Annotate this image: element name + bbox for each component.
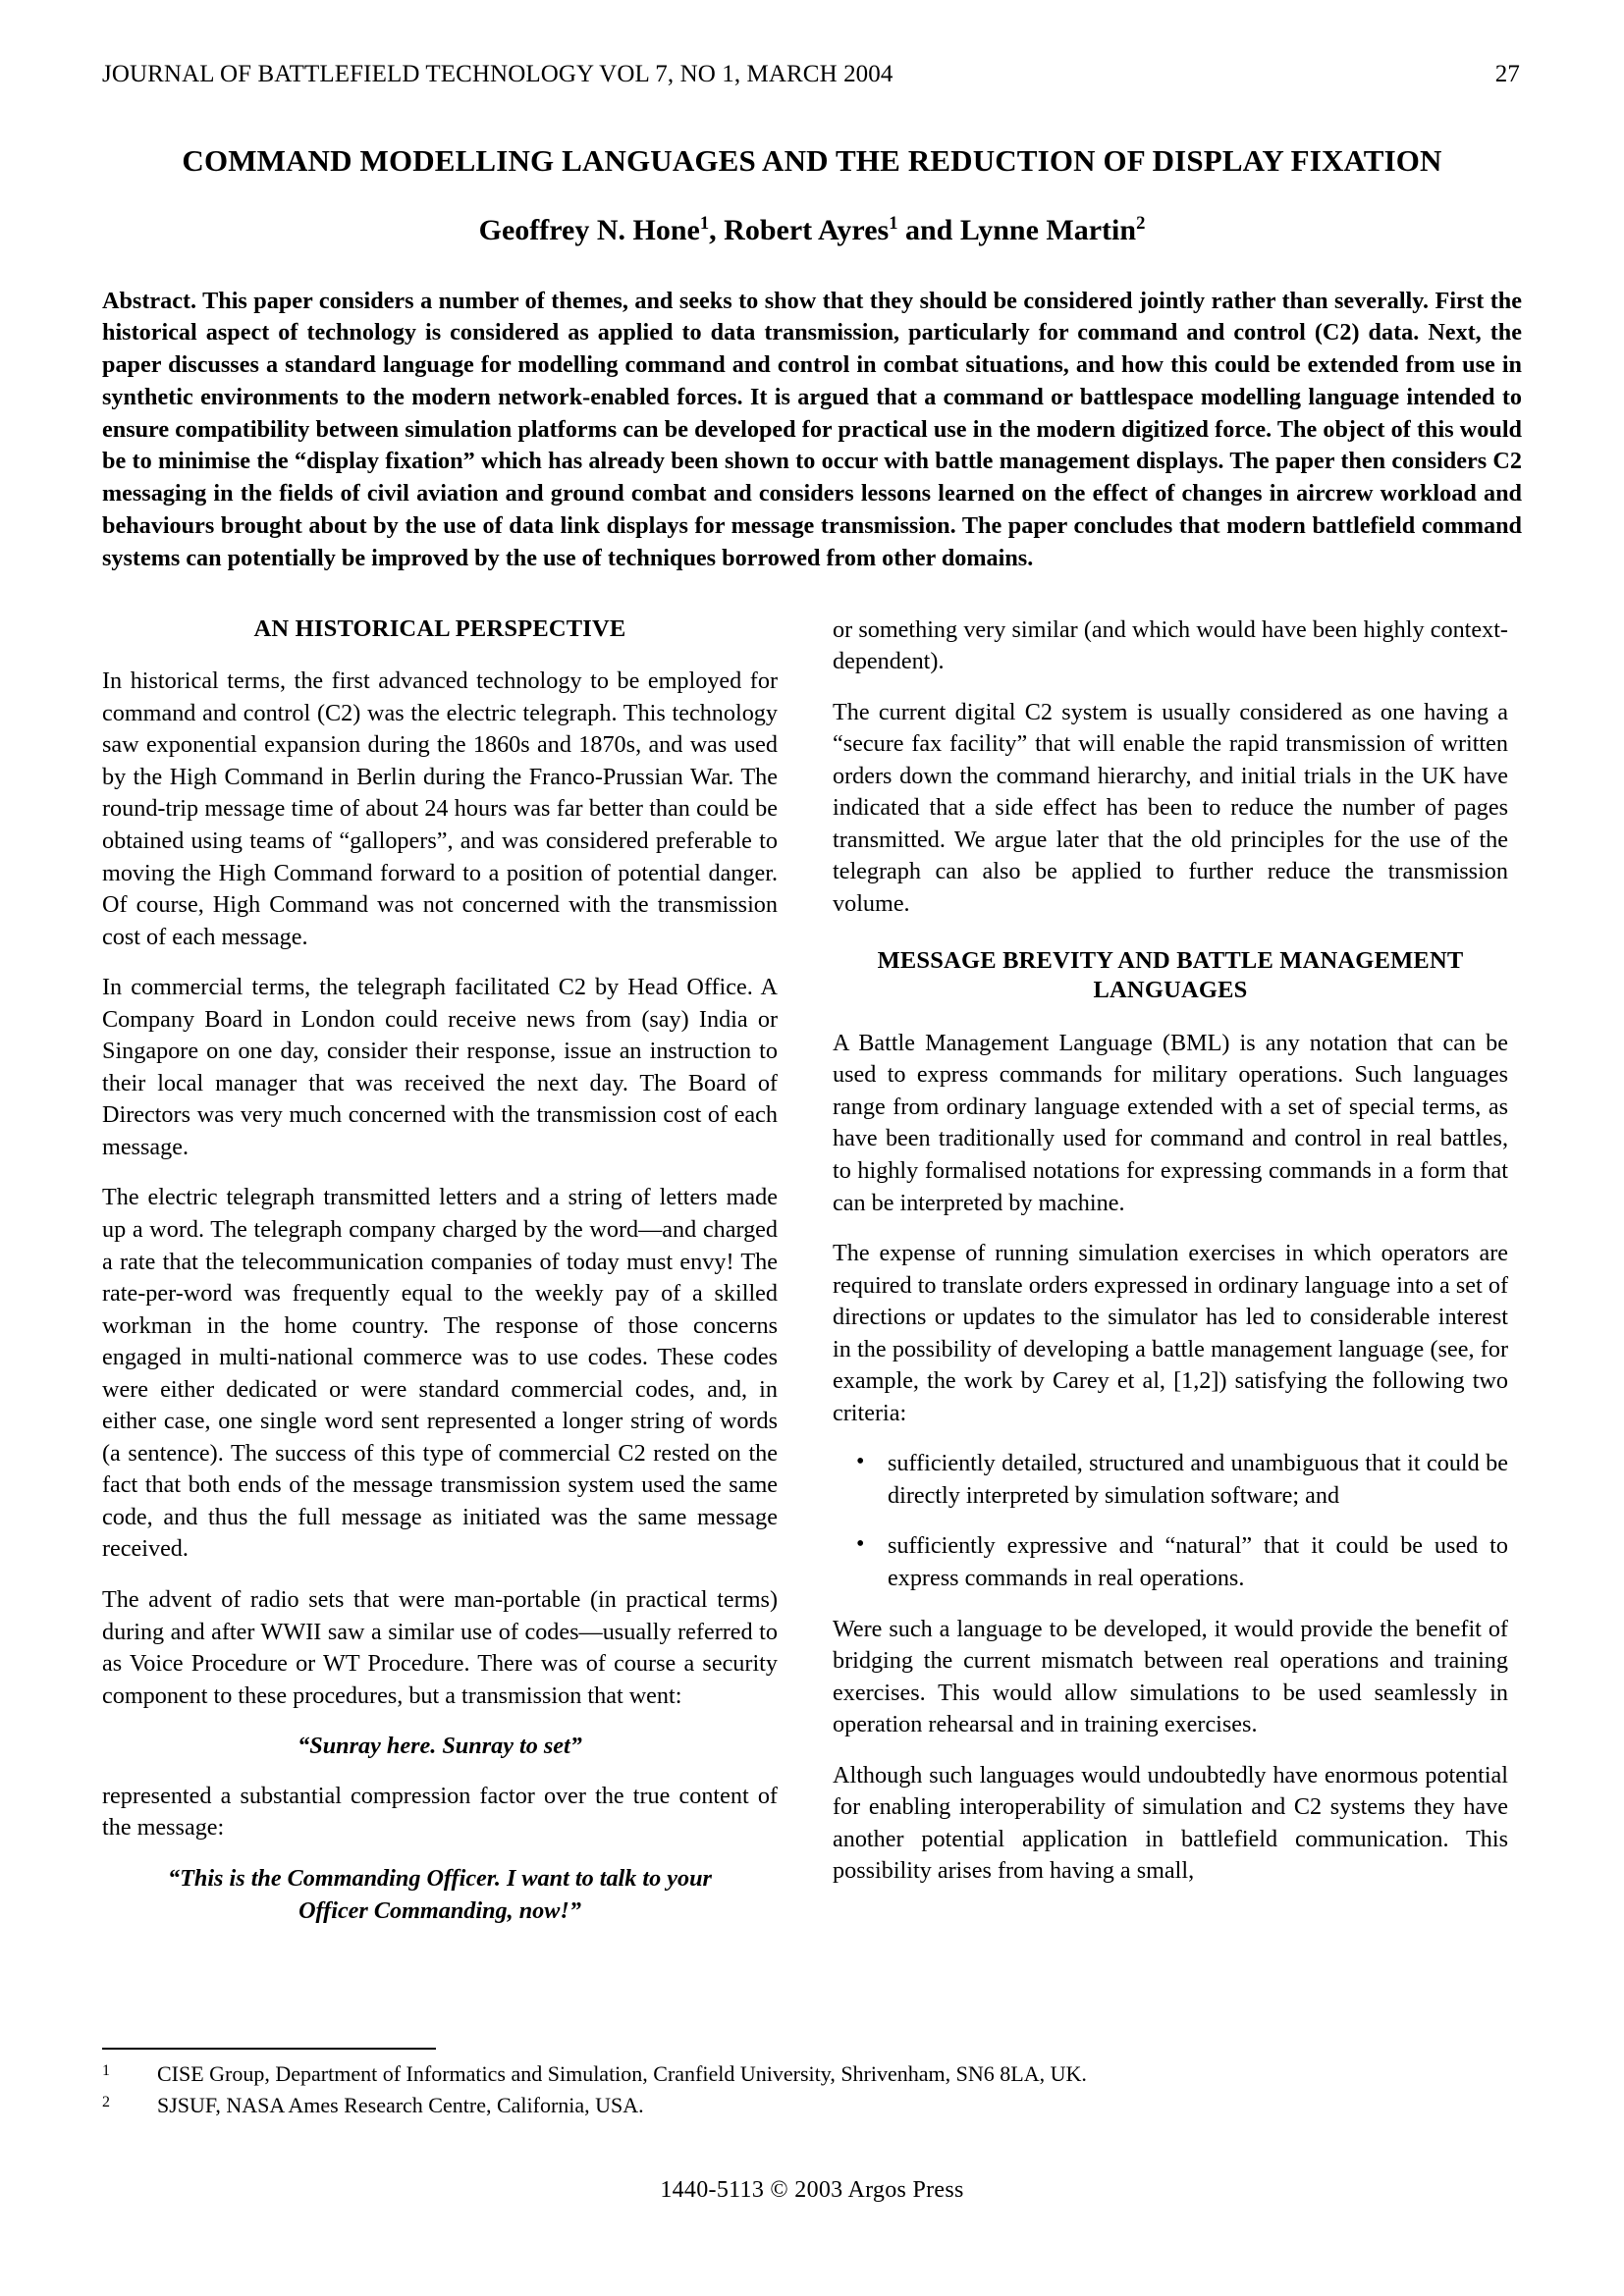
footnote-1	[102, 2059, 1522, 2089]
author-separator-1: ,	[709, 213, 725, 246]
two-column-body	[102, 614, 1522, 1928]
abstract-paragraph: Abstract. This paper considers a number of themes, and seeks to show that they should be considered jointly rather than severally. First the historical aspect of technology is considered as applied to data transmission, particularly for command and control (C2) data. Next, the paper discusses a standard language for modelling command and control in combat situations, and how this could be extended from use in synthetic environments to the modern network-enabled forces. It is argued that a command or battlespace modelling language intended to ensure compatibility between simulation platforms can be developed for practical use in the modern digitized force. The object of this would be to minimise the “display fixation” which has already been shown to occur with battle management displays. The paper then considers C2 messaging in the fields of civil aviation and ground combat and considers lessons learned on the effect of changes in aircrew workload and behaviours brought about by the use of data link displays for message transmission. The paper concludes that modern battlefield command systems can potentially be improved by the use of techniques borrowed from other domains.	[102, 287, 1522, 571]
footnote-area	[102, 2048, 1522, 2121]
page-title: COMMAND MODELLING LANGUAGES AND THE REDUCTION OF DISPLAY FIXATION	[182, 143, 1442, 178]
paragraph: The electric telegraph transmitted letters and a string of letters made up a word. The telegraph company charged by the word—and charged a rate that the telecommunication companies of today must envy! The rate-per-word was frequently equal to the weekly pay of a skilled workman in the home country. The response of those concerns engaged in multi-national commerce was to use codes. These codes were either dedicated or were standard commercial codes, and, in either case, one single word sent represented a longer string of words (a sentence). The success of this type of commercial C2 rested on the fact that both ends of the message transmission system used the same code, and thus the full message as initiated was the same message received.	[102, 1184, 778, 1563]
page-footer-issn-copyright: 1440-5113 © 2003 Argos Press	[660, 2177, 964, 2203]
author-1-affiliation-mark: 1	[699, 212, 710, 234]
pull-quote-commanding-officer	[120, 1863, 760, 1927]
footnote-2-text: SJSUF, NASA Ames Research Centre, California, USA.	[157, 2092, 644, 2117]
author-list	[102, 213, 1522, 248]
paragraph: The current digital C2 system is usually considered as one having a “secure fax facility” that will enable the rapid transmission of written orders down the command hierarchy, and initial trials in the UK have indicated that a side effect has been to reduce the number of pages transmitted. We argue later that the old principles for the use of the telegraph can also be applied to further reduce the transmission volume.	[833, 698, 1508, 917]
author-3-name: Lynne Martin	[959, 213, 1137, 246]
section-heading-historical-perspective: AN HISTORICAL PERSPECTIVE	[253, 614, 626, 642]
author-1-name: Geoffrey N. Hone	[478, 213, 700, 246]
author-2-name: Robert Ayres	[724, 213, 890, 246]
footnote-2	[102, 2091, 1522, 2120]
left-column	[102, 614, 778, 1928]
author-2-affiliation-mark: 1	[889, 212, 898, 234]
pull-quote-line: Officer Commanding, now!”	[298, 1896, 581, 1924]
criteria-bullet-list	[833, 1448, 1508, 1594]
list-item: • sufficiently expressive and “natural” that it could be used to express commands in real operations.	[884, 1530, 1508, 1594]
paragraph: The expense of running simulation exercises in which operators are required to translate orders expressed in ordinary language into a set of directions or updates to the simulator has led to considerable interest in the possibility of developing a battle management language (see, for example, the work by Carey et al, [1,2]) satisfying the following two criteria:	[833, 1240, 1508, 1426]
author-3-affiliation-mark: 2	[1136, 212, 1146, 234]
running-head-page-number: 27	[1494, 61, 1520, 87]
footnote-2-mark: 2	[102, 2093, 110, 2110]
paragraph: or something very similar (and which would have been highly context-dependent).	[833, 615, 1508, 675]
paragraph: The advent of radio sets that were man-portable (in practical terms) during and after WWII saw a similar use of codes—usually referred to as Voice Procedure or WT Procedure. There was of course a security component to these procedures, but a transmission that went:	[102, 1586, 778, 1709]
paragraph: In commercial terms, the telegraph facilitated C2 by Head Office. A Company Board in London could receive news from (say) India or Singapore on one day, consider their response, issue an instruction to their local manager that was received the next day. The Board of Directors was very much concerned with the transmission cost of each message.	[102, 974, 778, 1160]
footnote-separator-rule	[102, 2048, 436, 2050]
paragraph: Although such languages would undoubtedly have enormous potential for enabling interoperability of simulation and C2 systems they have another potential application in battlefield communication. This possibility arises from having a small,	[833, 1761, 1508, 1885]
footnote-1-text: CISE Group, Department of Informatics and Simulation, Cranfield University, Shrivenham, SN6 8LA, UK.	[157, 2061, 1087, 2086]
pull-quote-sunray: “Sunray here. Sunray to set”	[298, 1733, 582, 1760]
paragraph: In historical terms, the first advanced technology to be employed for command and control (C2) was the electric telegraph. This technology saw exponential expansion during the 1860s and 1870s, and was used by the High Command in Berlin during the Franco-Prussian War. The round-trip message time of about 24 hours was far better than could be obtained using teams of “gallopers”, and was considered preferable to moving the High Command forward to a position of potential danger. Of course, High Command was not concerned with the transmission cost of each message.	[102, 667, 778, 950]
section-heading-line: MESSAGE BREVITY AND BATTLE MANAGEMENT	[877, 946, 1464, 974]
running-head	[102, 61, 1522, 88]
pull-quote-line: “This is the Commanding Officer. I want to talk to your	[168, 1864, 712, 1892]
list-item: • sufficiently detailed, structured and unambiguous that it could be directly interpreted by simulation software; and	[884, 1448, 1508, 1512]
section-heading-message-brevity	[833, 946, 1508, 1006]
paragraph: represented a substantial compression factor over the true content of the message:	[102, 1782, 778, 1842]
paragraph: Were such a language to be developed, it would provide the benefit of bridging the current mismatch between real operations and training exercises. This would allow simulations to be used seamlessly in operation rehearsal and in training exercises.	[833, 1615, 1508, 1738]
footnote-1-mark: 1	[102, 2062, 110, 2079]
author-separator-2: and	[897, 213, 960, 246]
right-column	[833, 614, 1508, 1888]
paragraph: A Battle Management Language (BML) is any notation that can be used to express commands for military operations. Such languages range from ordinary language extended with a set of special terms, as have been traditionally used for command and control in real battles, to highly formalised notations for expressing commands in a form that can be interpreted by machine.	[833, 1029, 1508, 1216]
running-head-journal: JOURNAL OF BATTLEFIELD TECHNOLOGY VOL 7, NO 1, MARCH 2004	[102, 61, 893, 87]
section-heading-line: LANGUAGES	[1093, 977, 1248, 1004]
